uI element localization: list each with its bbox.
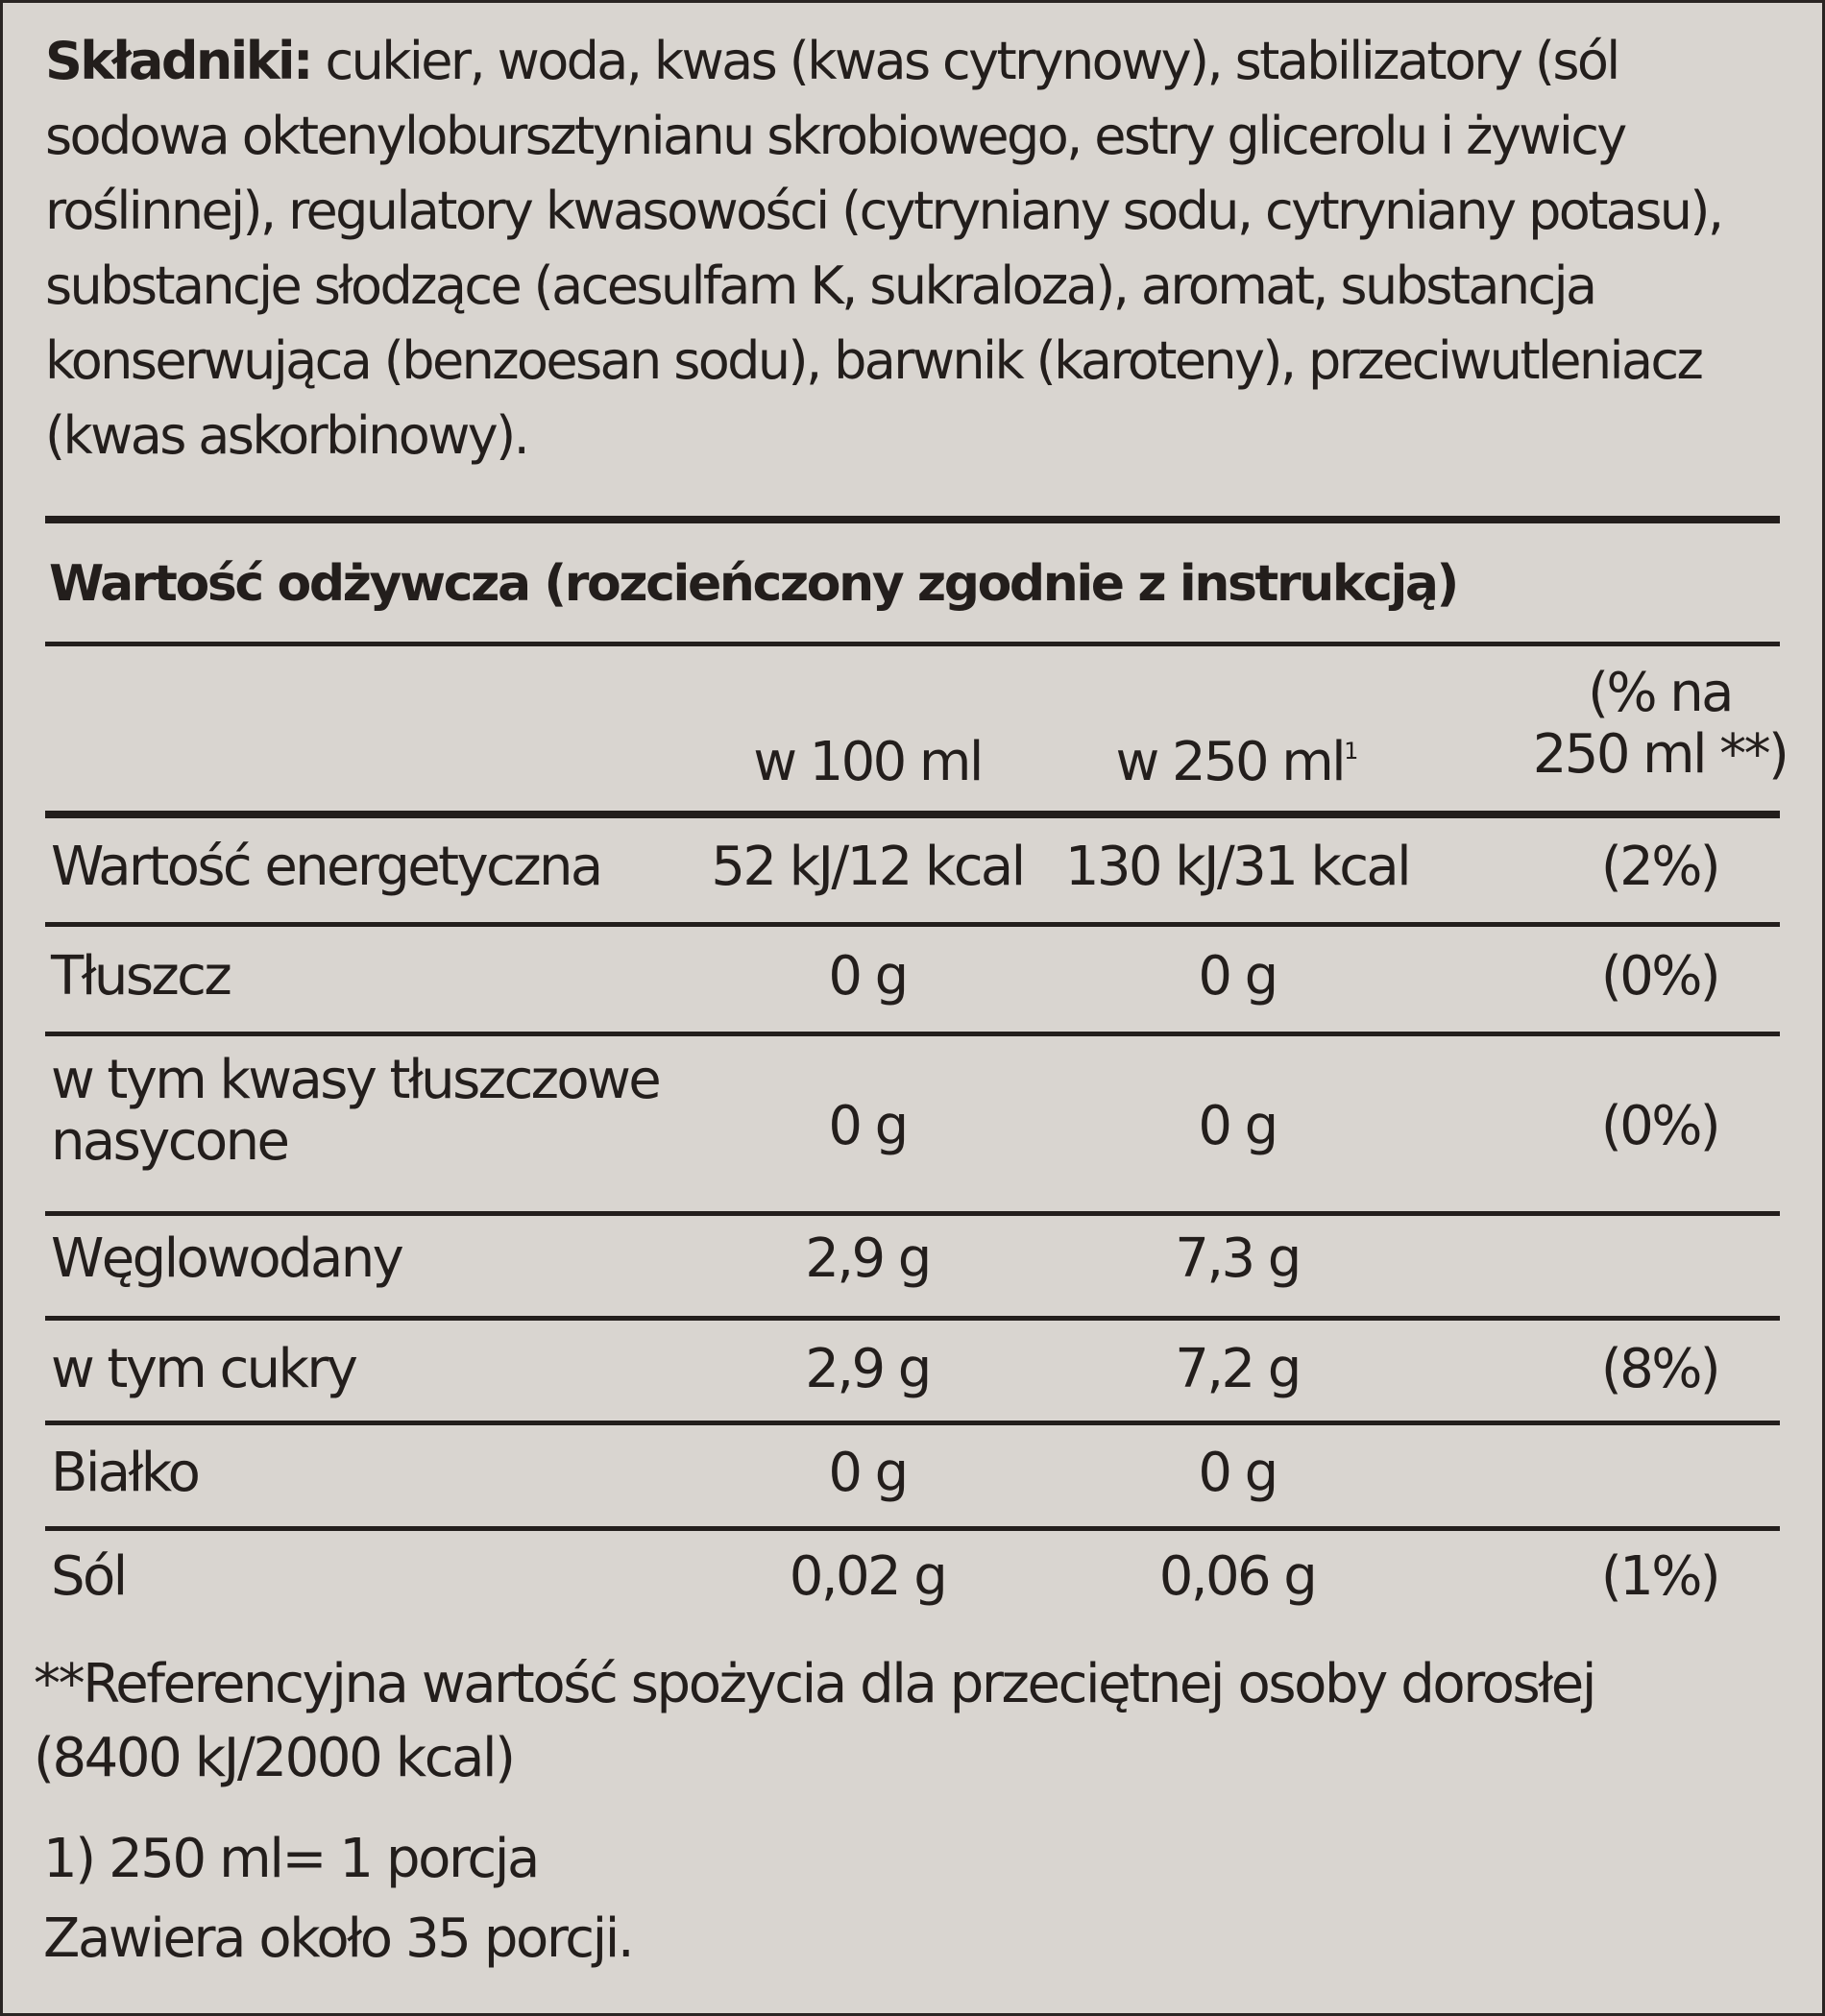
divider — [45, 811, 1780, 818]
row-value-ri: (0%) — [1600, 1095, 1719, 1157]
row-label: w tym kwasy tłuszczowe nasycone — [51, 1049, 660, 1173]
divider — [45, 642, 1780, 646]
row-value-100: 0 g — [828, 1095, 907, 1157]
divider — [45, 1032, 1780, 1036]
row-value-250: 7,3 g — [1175, 1227, 1300, 1290]
row-label: w tym cukry — [51, 1338, 356, 1400]
nutrition-title: Wartość odżywcza (rozcieńczony zgodnie z instrukcją) — [49, 555, 1457, 613]
ingredients-text: cukier, woda, kwas (kwas cytrynowy), stabilizatory (sól sodowa oktenylobursztynianu skrobiowego, estry glicerolu i żywicy roślinnej), regulatory kwasowości (cytryniany sodu, cytryniany potasu), substancje słodzące (acesulfam K, sukraloza), aromat, substancja konserwująca (benzoesan sodu), barwnik (karoteny), przeciwutleniacz (kwas askorbinowy). — [45, 31, 1722, 466]
divider — [45, 922, 1780, 927]
row-value-100: 0 g — [828, 1442, 907, 1504]
row-label: Węglowodany — [51, 1227, 402, 1290]
ingredients-label: Składniki: — [45, 31, 311, 91]
row-value-250: 0,06 g — [1158, 1545, 1316, 1608]
nutrition-label — [3, 3, 1822, 2013]
divider — [45, 516, 1780, 523]
divider — [45, 1421, 1780, 1425]
row-value-ri: (1%) — [1600, 1545, 1719, 1608]
header-per-250ml: w 250 $ml^1$ — [1115, 731, 1359, 793]
row-value-100: 0 g — [828, 945, 907, 1008]
row-value-100: 52 kJ/12 kcal — [711, 836, 1024, 898]
portion-note: 1) 250 ml= 1 porcja — [43, 1828, 538, 1890]
row-label: Sól — [51, 1545, 126, 1608]
ingredients-paragraph — [45, 24, 1793, 474]
row-value-ri: (0%) — [1600, 945, 1719, 1008]
row-value-100: 2,9 g — [805, 1338, 930, 1400]
reference-intake-value: (8400 kJ/2000 kcal) — [34, 1727, 514, 1789]
reference-intake-note: **Referencyjna wartość spożycia dla przeciętnej osoby dorosłej — [34, 1653, 1595, 1715]
header-reference-intake: (% na 250 ml **) — [1532, 662, 1788, 786]
row-value-100: 2,9 g — [805, 1227, 930, 1290]
row-value-ri: (8%) — [1600, 1338, 1719, 1400]
divider — [45, 1526, 1780, 1531]
divider — [45, 1316, 1780, 1321]
row-label: Wartość energetyczna — [51, 836, 601, 898]
row-value-250: 7,2 g — [1175, 1338, 1300, 1400]
row-value-250: 130 kJ/31 kcal — [1064, 836, 1410, 898]
row-value-250: 0 g — [1198, 945, 1277, 1008]
row-label: Białko — [51, 1442, 199, 1504]
row-label: Tłuszcz — [51, 945, 231, 1008]
row-value-ri: (2%) — [1600, 836, 1719, 898]
footnote-marker: 1 — [1344, 738, 1359, 765]
row-value-100: 0,02 g — [789, 1545, 946, 1608]
header-per-100ml: w 100 ml — [753, 731, 982, 793]
row-value-250: 0 g — [1198, 1442, 1277, 1504]
divider — [45, 1211, 1780, 1216]
servings-note: Zawiera około 35 porcji. — [43, 1907, 633, 1970]
row-value-250: 0 g — [1198, 1095, 1277, 1157]
